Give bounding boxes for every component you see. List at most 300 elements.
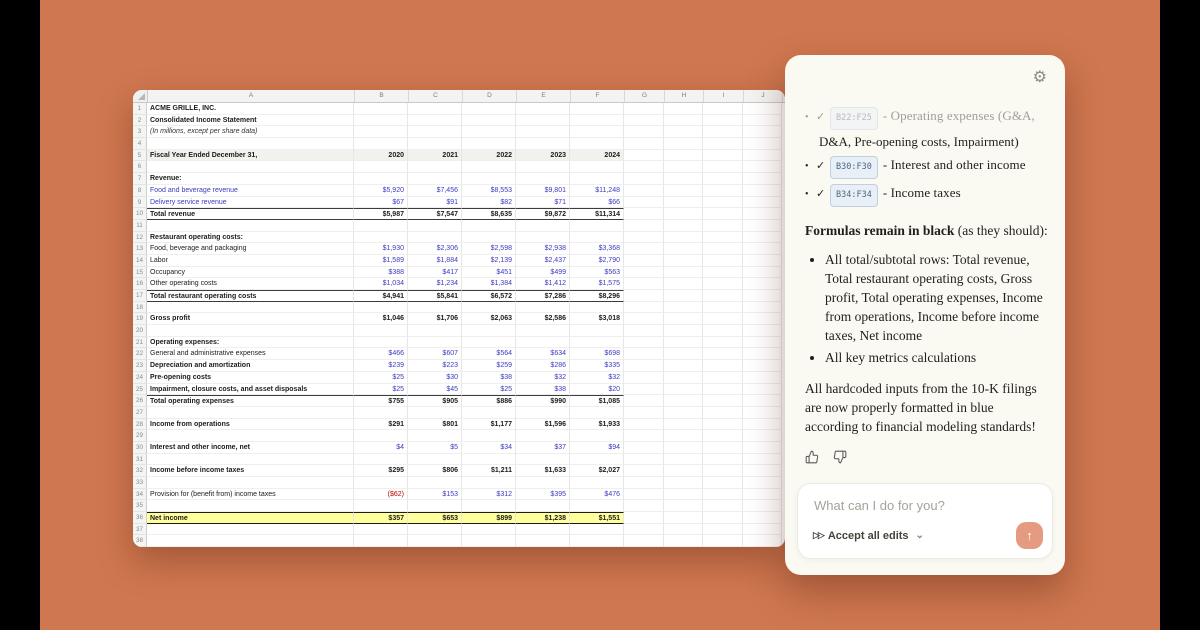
cell-J16[interactable] (743, 278, 782, 290)
cell-J34[interactable] (743, 489, 782, 501)
cell-A4[interactable] (147, 138, 354, 150)
cell-H37[interactable] (664, 524, 703, 536)
cell-C3[interactable] (408, 126, 462, 138)
cell-D27[interactable] (462, 407, 516, 419)
cell-B32[interactable]: $295 (354, 465, 408, 477)
cell-F33[interactable] (570, 477, 624, 489)
cell-A34[interactable]: Provision for (benefit from) income taxes (147, 489, 354, 501)
cell-B36[interactable]: $357 (354, 512, 408, 524)
cell-C30[interactable]: $5 (408, 442, 462, 454)
cell-A29[interactable] (147, 430, 354, 442)
row-number[interactable]: 10 (133, 208, 147, 220)
cell-J8[interactable] (743, 185, 782, 197)
cell-D6[interactable] (462, 161, 516, 173)
cell-I24[interactable] (703, 372, 743, 384)
column-header-G[interactable]: G (625, 90, 665, 102)
cell-B8[interactable]: $5,920 (354, 185, 408, 197)
row-number[interactable]: 34 (133, 489, 147, 501)
cell-C2[interactable] (408, 115, 462, 127)
column-header-F[interactable]: F (571, 90, 625, 102)
cell-I2[interactable] (703, 115, 743, 127)
row-number[interactable]: 30 (133, 442, 147, 454)
row-number[interactable]: 16 (133, 278, 147, 290)
cell-I26[interactable] (703, 395, 743, 407)
row-number[interactable]: 9 (133, 197, 147, 209)
row-number[interactable]: 32 (133, 465, 147, 477)
cell-H14[interactable] (664, 255, 703, 267)
cell-E9[interactable]: $71 (516, 197, 570, 209)
cell-A32[interactable]: Income before income taxes (147, 465, 354, 477)
cell-G37[interactable] (624, 524, 664, 536)
cell-F10[interactable]: $11,314 (570, 208, 624, 220)
cell-D17[interactable]: $6,572 (462, 290, 516, 302)
column-header-E[interactable]: E (517, 90, 571, 102)
cell-G34[interactable] (624, 489, 664, 501)
cell-C32[interactable]: $806 (408, 465, 462, 477)
cell-B26[interactable]: $755 (354, 395, 408, 407)
cell-G25[interactable] (624, 384, 664, 396)
row-number[interactable]: 3 (133, 126, 147, 138)
cell-B5[interactable]: 2020 (354, 150, 408, 162)
cell-A37[interactable] (147, 524, 354, 536)
cell-C35[interactable] (408, 500, 462, 512)
cell-H7[interactable] (664, 173, 703, 185)
cell-E11[interactable] (516, 220, 570, 232)
cell-G35[interactable] (624, 500, 664, 512)
cell-E25[interactable]: $38 (516, 384, 570, 396)
cell-G12[interactable] (624, 232, 664, 244)
cell-I7[interactable] (703, 173, 743, 185)
cell-D8[interactable]: $8,553 (462, 185, 516, 197)
cell-G7[interactable] (624, 173, 664, 185)
cell-J37[interactable] (743, 524, 782, 536)
cell-I15[interactable] (703, 267, 743, 279)
cell-D33[interactable] (462, 477, 516, 489)
cell-C38[interactable] (408, 535, 462, 547)
cell-J35[interactable] (743, 500, 782, 512)
cell-A28[interactable]: Income from operations (147, 419, 354, 431)
cell-A22[interactable]: General and administrative expenses (147, 348, 354, 360)
cell-F9[interactable]: $66 (570, 197, 624, 209)
cell-J32[interactable] (743, 465, 782, 477)
cell-I25[interactable] (703, 384, 743, 396)
cell-C25[interactable]: $45 (408, 384, 462, 396)
cell-D38[interactable] (462, 535, 516, 547)
cell-I1[interactable] (703, 103, 743, 115)
cell-G20[interactable] (624, 325, 664, 337)
cell-C15[interactable]: $417 (408, 267, 462, 279)
cell-B4[interactable] (354, 138, 408, 150)
cell-E24[interactable]: $32 (516, 372, 570, 384)
cell-H33[interactable] (664, 477, 703, 489)
cell-H2[interactable] (664, 115, 703, 127)
cell-J9[interactable] (743, 197, 782, 209)
cell-E38[interactable] (516, 535, 570, 547)
cell-I34[interactable] (703, 489, 743, 501)
cell-B25[interactable]: $25 (354, 384, 408, 396)
cell-A14[interactable]: Labor (147, 255, 354, 267)
cell-I12[interactable] (703, 232, 743, 244)
cell-F35[interactable] (570, 500, 624, 512)
cell-H4[interactable] (664, 138, 703, 150)
cell-B23[interactable]: $239 (354, 360, 408, 372)
cell-E31[interactable] (516, 454, 570, 466)
cell-D13[interactable]: $2,598 (462, 243, 516, 255)
cell-C4[interactable] (408, 138, 462, 150)
cell-H1[interactable] (664, 103, 703, 115)
cell-D20[interactable] (462, 325, 516, 337)
cell-I3[interactable] (703, 126, 743, 138)
cell-G29[interactable] (624, 430, 664, 442)
cell-E26[interactable]: $990 (516, 395, 570, 407)
cell-H23[interactable] (664, 360, 703, 372)
cell-F36[interactable]: $1,551 (570, 512, 624, 524)
cell-I23[interactable] (703, 360, 743, 372)
cell-C22[interactable]: $607 (408, 348, 462, 360)
cell-G5[interactable] (624, 150, 664, 162)
cell-A3[interactable]: (In millions, except per share data) (147, 126, 354, 138)
cell-D11[interactable] (462, 220, 516, 232)
cell-B6[interactable] (354, 161, 408, 173)
column-header-C[interactable]: C (409, 90, 463, 102)
cell-G23[interactable] (624, 360, 664, 372)
cell-I17[interactable] (703, 290, 743, 302)
cell-D4[interactable] (462, 138, 516, 150)
cell-B33[interactable] (354, 477, 408, 489)
cell-D29[interactable] (462, 430, 516, 442)
cell-C27[interactable] (408, 407, 462, 419)
cell-B18[interactable] (354, 302, 408, 314)
cell-I28[interactable] (703, 419, 743, 431)
cell-E34[interactable]: $395 (516, 489, 570, 501)
cell-F28[interactable]: $1,933 (570, 419, 624, 431)
cell-A11[interactable] (147, 220, 354, 232)
cell-I38[interactable] (703, 535, 743, 547)
row-number[interactable]: 35 (133, 500, 147, 512)
cell-E8[interactable]: $9,801 (516, 185, 570, 197)
cell-B3[interactable] (354, 126, 408, 138)
cell-H8[interactable] (664, 185, 703, 197)
cell-H36[interactable] (664, 512, 703, 524)
cell-E10[interactable]: $9,872 (516, 208, 570, 220)
row-number[interactable]: 24 (133, 372, 147, 384)
cell-D14[interactable]: $2,139 (462, 255, 516, 267)
settings-gear-icon[interactable]: ⚙ (1032, 69, 1047, 86)
cell-C14[interactable]: $1,884 (408, 255, 462, 267)
cell-A26[interactable]: Total operating expenses (147, 395, 354, 407)
cell-D26[interactable]: $886 (462, 395, 516, 407)
cell-F3[interactable] (570, 126, 624, 138)
cell-J28[interactable] (743, 419, 782, 431)
cell-F30[interactable]: $94 (570, 442, 624, 454)
cell-C7[interactable] (408, 173, 462, 185)
cell-H24[interactable] (664, 372, 703, 384)
cell-E37[interactable] (516, 524, 570, 536)
row-number[interactable]: 11 (133, 220, 147, 232)
cell-G31[interactable] (624, 454, 664, 466)
cell-B17[interactable]: $4,941 (354, 290, 408, 302)
cell-J24[interactable] (743, 372, 782, 384)
cell-F14[interactable]: $2,790 (570, 255, 624, 267)
cell-F29[interactable] (570, 430, 624, 442)
cell-C33[interactable] (408, 477, 462, 489)
cell-D2[interactable] (462, 115, 516, 127)
row-number[interactable]: 33 (133, 477, 147, 489)
cell-D34[interactable]: $312 (462, 489, 516, 501)
cell-G11[interactable] (624, 220, 664, 232)
cell-B15[interactable]: $388 (354, 267, 408, 279)
cell-B29[interactable] (354, 430, 408, 442)
cell-B35[interactable] (354, 500, 408, 512)
cell-E27[interactable] (516, 407, 570, 419)
row-number[interactable]: 27 (133, 407, 147, 419)
cell-H9[interactable] (664, 197, 703, 209)
cell-A7[interactable]: Revenue: (147, 173, 354, 185)
cell-A9[interactable]: Delivery service revenue (147, 197, 354, 209)
cell-D7[interactable] (462, 173, 516, 185)
cell-I13[interactable] (703, 243, 743, 255)
cell-G9[interactable] (624, 197, 664, 209)
cell-B13[interactable]: $1,930 (354, 243, 408, 255)
cell-E5[interactable]: 2023 (516, 150, 570, 162)
cell-E30[interactable]: $37 (516, 442, 570, 454)
cell-J14[interactable] (743, 255, 782, 267)
cell-B28[interactable]: $291 (354, 419, 408, 431)
cell-G28[interactable] (624, 419, 664, 431)
cell-B9[interactable]: $67 (354, 197, 408, 209)
cell-J21[interactable] (743, 337, 782, 349)
cell-H19[interactable] (664, 313, 703, 325)
cell-A1[interactable]: ACME GRILLE, INC. (147, 103, 354, 115)
cell-E19[interactable]: $2,586 (516, 313, 570, 325)
accept-all-edits-button[interactable] (813, 530, 924, 542)
cell-A31[interactable] (147, 454, 354, 466)
cell-I4[interactable] (703, 138, 743, 150)
cell-E15[interactable]: $499 (516, 267, 570, 279)
cell-D30[interactable]: $34 (462, 442, 516, 454)
cell-J27[interactable] (743, 407, 782, 419)
cell-H31[interactable] (664, 454, 703, 466)
cell-D10[interactable]: $8,635 (462, 208, 516, 220)
column-header-A[interactable]: A (148, 90, 355, 102)
cell-C6[interactable] (408, 161, 462, 173)
cell-J7[interactable] (743, 173, 782, 185)
cell-G17[interactable] (624, 290, 664, 302)
cell-C10[interactable]: $7,547 (408, 208, 462, 220)
row-number[interactable]: 38 (133, 535, 147, 547)
cell-F8[interactable]: $11,248 (570, 185, 624, 197)
row-number[interactable]: 26 (133, 395, 147, 407)
cell-J12[interactable] (743, 232, 782, 244)
cell-H13[interactable] (664, 243, 703, 255)
cell-B24[interactable]: $25 (354, 372, 408, 384)
cell-E29[interactable] (516, 430, 570, 442)
cell-A21[interactable]: Operating expenses: (147, 337, 354, 349)
cell-E12[interactable] (516, 232, 570, 244)
cell-I27[interactable] (703, 407, 743, 419)
cell-C23[interactable]: $223 (408, 360, 462, 372)
cell-F6[interactable] (570, 161, 624, 173)
cell-F1[interactable] (570, 103, 624, 115)
cell-E21[interactable] (516, 337, 570, 349)
row-number[interactable]: 6 (133, 161, 147, 173)
cell-G18[interactable] (624, 302, 664, 314)
cell-J11[interactable] (743, 220, 782, 232)
cell-B22[interactable]: $466 (354, 348, 408, 360)
cell-H29[interactable] (664, 430, 703, 442)
cell-G32[interactable] (624, 465, 664, 477)
cell-D36[interactable]: $899 (462, 512, 516, 524)
cell-B37[interactable] (354, 524, 408, 536)
cell-C13[interactable]: $2,306 (408, 243, 462, 255)
row-number[interactable]: 17 (133, 290, 147, 302)
cell-G8[interactable] (624, 185, 664, 197)
row-number[interactable]: 2 (133, 115, 147, 127)
cell-D16[interactable]: $1,384 (462, 278, 516, 290)
cell-C12[interactable] (408, 232, 462, 244)
cell-I11[interactable] (703, 220, 743, 232)
cell-D28[interactable]: $1,177 (462, 419, 516, 431)
cell-I8[interactable] (703, 185, 743, 197)
cell-I16[interactable] (703, 278, 743, 290)
cell-I32[interactable] (703, 465, 743, 477)
cell-J19[interactable] (743, 313, 782, 325)
cell-G19[interactable] (624, 313, 664, 325)
cell-G22[interactable] (624, 348, 664, 360)
cell-E18[interactable] (516, 302, 570, 314)
cell-C24[interactable]: $30 (408, 372, 462, 384)
cell-H16[interactable] (664, 278, 703, 290)
cell-F16[interactable]: $1,575 (570, 278, 624, 290)
cell-I19[interactable] (703, 313, 743, 325)
cell-F23[interactable]: $335 (570, 360, 624, 372)
cell-G36[interactable] (624, 512, 664, 524)
cell-C29[interactable] (408, 430, 462, 442)
cell-C36[interactable]: $653 (408, 512, 462, 524)
cell-F15[interactable]: $563 (570, 267, 624, 279)
chat-input-box[interactable] (797, 483, 1053, 559)
cell-C34[interactable]: $153 (408, 489, 462, 501)
cell-H32[interactable] (664, 465, 703, 477)
cell-F5[interactable]: 2024 (570, 150, 624, 162)
cell-E7[interactable] (516, 173, 570, 185)
cell-I6[interactable] (703, 161, 743, 173)
row-number[interactable]: 21 (133, 337, 147, 349)
row-number[interactable]: 36 (133, 512, 147, 524)
cell-J29[interactable] (743, 430, 782, 442)
cell-B14[interactable]: $1,589 (354, 255, 408, 267)
cell-E17[interactable]: $7,286 (516, 290, 570, 302)
cell-F26[interactable]: $1,085 (570, 395, 624, 407)
cell-I33[interactable] (703, 477, 743, 489)
cell-J15[interactable] (743, 267, 782, 279)
row-number[interactable]: 22 (133, 348, 147, 360)
cell-J10[interactable] (743, 208, 782, 220)
cell-D9[interactable]: $82 (462, 197, 516, 209)
cell-F24[interactable]: $32 (570, 372, 624, 384)
cell-G33[interactable] (624, 477, 664, 489)
cell-J17[interactable] (743, 290, 782, 302)
cell-E2[interactable] (516, 115, 570, 127)
select-all-corner[interactable] (133, 90, 148, 102)
cell-B30[interactable]: $4 (354, 442, 408, 454)
cell-I35[interactable] (703, 500, 743, 512)
cell-B31[interactable] (354, 454, 408, 466)
cell-B2[interactable] (354, 115, 408, 127)
cell-C1[interactable] (408, 103, 462, 115)
cell-A13[interactable]: Food, beverage and packaging (147, 243, 354, 255)
cell-C16[interactable]: $1,234 (408, 278, 462, 290)
cell-E1[interactable] (516, 103, 570, 115)
cell-H18[interactable] (664, 302, 703, 314)
row-number[interactable]: 18 (133, 302, 147, 314)
cell-F38[interactable] (570, 535, 624, 547)
column-header-D[interactable]: D (463, 90, 517, 102)
cell-B10[interactable]: $5,987 (354, 208, 408, 220)
row-number[interactable]: 37 (133, 524, 147, 536)
cell-A23[interactable]: Depreciation and amortization (147, 360, 354, 372)
row-number[interactable]: 20 (133, 325, 147, 337)
cell-A12[interactable]: Restaurant operating costs: (147, 232, 354, 244)
cell-E14[interactable]: $2,437 (516, 255, 570, 267)
row-number[interactable]: 28 (133, 419, 147, 431)
cell-E4[interactable] (516, 138, 570, 150)
cell-I37[interactable] (703, 524, 743, 536)
cell-A15[interactable]: Occupancy (147, 267, 354, 279)
cell-G2[interactable] (624, 115, 664, 127)
cell-A16[interactable]: Other operating costs (147, 278, 354, 290)
cell-H10[interactable] (664, 208, 703, 220)
cell-H12[interactable] (664, 232, 703, 244)
row-number[interactable]: 29 (133, 430, 147, 442)
cell-A33[interactable] (147, 477, 354, 489)
cell-J30[interactable] (743, 442, 782, 454)
cell-B16[interactable]: $1,034 (354, 278, 408, 290)
cell-J6[interactable] (743, 161, 782, 173)
cell-E22[interactable]: $634 (516, 348, 570, 360)
cell-A6[interactable] (147, 161, 354, 173)
cell-F4[interactable] (570, 138, 624, 150)
cell-F32[interactable]: $2,027 (570, 465, 624, 477)
cell-J26[interactable] (743, 395, 782, 407)
cell-G27[interactable] (624, 407, 664, 419)
cell-J20[interactable] (743, 325, 782, 337)
cell-J25[interactable] (743, 384, 782, 396)
cell-E28[interactable]: $1,596 (516, 419, 570, 431)
cell-A2[interactable]: Consolidated Income Statement (147, 115, 354, 127)
cell-G15[interactable] (624, 267, 664, 279)
row-number[interactable]: 4 (133, 138, 147, 150)
cell-F19[interactable]: $3,018 (570, 313, 624, 325)
cell-B11[interactable] (354, 220, 408, 232)
row-number[interactable]: 7 (133, 173, 147, 185)
cell-F31[interactable] (570, 454, 624, 466)
cell-I22[interactable] (703, 348, 743, 360)
cell-A38[interactable] (147, 535, 354, 547)
cell-G6[interactable] (624, 161, 664, 173)
cell-J13[interactable] (743, 243, 782, 255)
cell-D18[interactable] (462, 302, 516, 314)
cell-G14[interactable] (624, 255, 664, 267)
cell-E13[interactable]: $2,938 (516, 243, 570, 255)
cell-H30[interactable] (664, 442, 703, 454)
cell-J22[interactable] (743, 348, 782, 360)
cell-C26[interactable]: $905 (408, 395, 462, 407)
row-number[interactable]: 1 (133, 103, 147, 115)
cell-G30[interactable] (624, 442, 664, 454)
cell-H26[interactable] (664, 395, 703, 407)
cell-A24[interactable]: Pre-opening costs (147, 372, 354, 384)
